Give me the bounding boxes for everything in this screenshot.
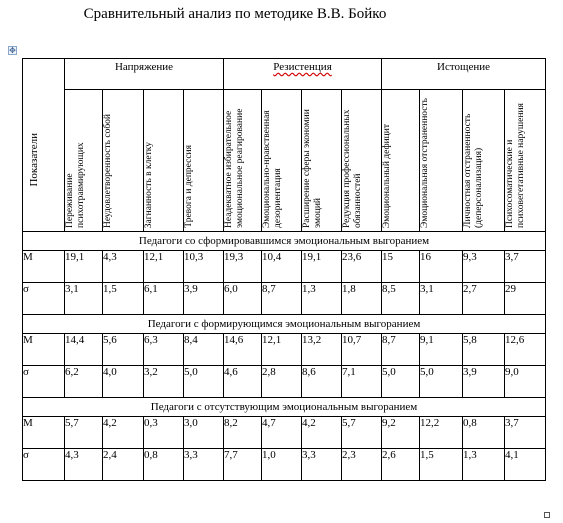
table-row	[23, 417, 546, 449]
table-cell: 3,1	[65, 283, 103, 315]
column-header: Переживание психотравмирующих	[65, 90, 103, 232]
table-cell: 4,6	[224, 366, 262, 398]
table-cell: 15	[382, 251, 420, 283]
table-cell: 1,8	[342, 283, 382, 315]
table-row	[23, 449, 546, 481]
table-cell: 12,1	[144, 251, 184, 283]
table-row	[23, 251, 546, 283]
table-cell: 1,3	[463, 449, 505, 481]
group-header-resistance: Резистенция	[224, 59, 382, 90]
table-cell: 3,2	[144, 366, 184, 398]
table-cell: 8,7	[262, 283, 302, 315]
column-header: Неудовлетворенность собой	[103, 90, 144, 232]
row-label: σ	[23, 449, 65, 481]
table-cell: 8,6	[302, 366, 342, 398]
table-cell: 10,3	[184, 251, 224, 283]
column-header: Расширение сферы экономии эмоций	[302, 90, 342, 232]
column-header: Редукция профессиональных обязанностей	[342, 90, 382, 232]
table-cell: 14,6	[224, 334, 262, 366]
table-cell: 5,0	[184, 366, 224, 398]
table-cell: 29	[505, 283, 546, 315]
table-resize-handle[interactable]	[544, 512, 550, 518]
table-cell: 6,0	[224, 283, 262, 315]
table-cell: 16	[420, 251, 463, 283]
table-cell: 9,3	[463, 251, 505, 283]
table-cell: 8,4	[184, 334, 224, 366]
table-cell: 0,3	[144, 417, 184, 449]
section-header-row	[23, 232, 546, 251]
table-cell: 3,3	[184, 449, 224, 481]
table-cell: 13,2	[302, 334, 342, 366]
table-move-handle-icon[interactable]: ✥	[9, 46, 16, 55]
section-label: Педагоги с отсутствующим эмоциональным выгоранием	[23, 398, 546, 417]
table-cell: 9,2	[382, 417, 420, 449]
table-cell: 4,0	[103, 366, 144, 398]
comparison-table	[22, 58, 546, 481]
table-cell: 5,7	[342, 417, 382, 449]
group-header-row	[23, 59, 546, 90]
table-cell: 4,2	[103, 417, 144, 449]
table-cell: 4,2	[302, 417, 342, 449]
table-cell: 8,7	[382, 334, 420, 366]
table-cell: 3,7	[505, 417, 546, 449]
table-cell: 2,8	[262, 366, 302, 398]
table-cell: 3,3	[302, 449, 342, 481]
table-cell: 0,8	[144, 449, 184, 481]
table-cell: 4,3	[65, 449, 103, 481]
table-cell: 4,1	[505, 449, 546, 481]
column-header: Личностная отстраненность (деперсонализация)	[463, 90, 505, 232]
table-cell: 1,3	[302, 283, 342, 315]
page-title: Сравнительный анализ по методике В.В. Бойко	[83, 6, 387, 22]
table-cell: 6,3	[144, 334, 184, 366]
row-label: М	[23, 251, 65, 283]
table-cell: 9,1	[420, 334, 463, 366]
table-cell: 1,5	[420, 449, 463, 481]
table-cell: 2,4	[103, 449, 144, 481]
column-header: Тревога и депрессия	[184, 90, 224, 232]
table-cell: 3,9	[463, 366, 505, 398]
table-cell: 3,7	[505, 251, 546, 283]
table-cell: 5,0	[382, 366, 420, 398]
table-cell: 19,3	[224, 251, 262, 283]
table-cell: 19,1	[65, 251, 103, 283]
table-cell: 4,3	[103, 251, 144, 283]
table-cell: 1,5	[103, 283, 144, 315]
table-body	[23, 232, 546, 481]
table-cell: 5,6	[103, 334, 144, 366]
table-cell: 5,7	[65, 417, 103, 449]
table-cell: 6,2	[65, 366, 103, 398]
column-header-row	[23, 90, 546, 232]
table-cell: 12,1	[262, 334, 302, 366]
table-cell: 8,2	[224, 417, 262, 449]
table-cell: 2,7	[463, 283, 505, 315]
table-cell: 8,5	[382, 283, 420, 315]
section-label: Педагоги со сформировавшимся эмоциональным выгоранием	[23, 232, 546, 251]
table-cell: 12,6	[505, 334, 546, 366]
table-cell: 6,1	[144, 283, 184, 315]
table-cell: 14,4	[65, 334, 103, 366]
section-header-row	[23, 315, 546, 334]
row-label: σ	[23, 283, 65, 315]
table-cell: 9,0	[505, 366, 546, 398]
row-label: σ	[23, 366, 65, 398]
table-cell: 3,9	[184, 283, 224, 315]
section-header-row	[23, 398, 546, 417]
corner-cell	[23, 59, 65, 232]
table-cell: 1,0	[262, 449, 302, 481]
table-row	[23, 334, 546, 366]
table-cell: 23,6	[342, 251, 382, 283]
table-cell: 7,1	[342, 366, 382, 398]
table-cell: 12,2	[420, 417, 463, 449]
table-cell: 7,7	[224, 449, 262, 481]
column-header: Эмоциональная отстраненность	[420, 90, 463, 232]
table-cell: 5,8	[463, 334, 505, 366]
table-cell: 3,0	[184, 417, 224, 449]
column-header: Эмоционально-нравственная дезориентация	[262, 90, 302, 232]
table-cell: 0,8	[463, 417, 505, 449]
table-cell: 10,4	[262, 251, 302, 283]
group-header-exhaustion: Истощение	[382, 59, 546, 90]
column-header: Неадекватное избирательное эмоциональное реагирование	[224, 90, 262, 232]
section-label: Педагоги с формирующимся эмоциональным выгоранием	[23, 315, 546, 334]
table-cell: 2,6	[382, 449, 420, 481]
column-header: Психосоматические и психовегетативные нарушения	[505, 90, 546, 232]
table-cell: 19,1	[302, 251, 342, 283]
table-cell: 10,7	[342, 334, 382, 366]
column-header: Загнанность в клетку	[144, 90, 184, 232]
table-cell: 4,7	[262, 417, 302, 449]
table-cell: 3,1	[420, 283, 463, 315]
table-cell: 2,3	[342, 449, 382, 481]
table-cell: 5,0	[420, 366, 463, 398]
column-header: Эмоциональный дефицит	[382, 90, 420, 232]
table-row	[23, 283, 546, 315]
group-header-tension: Напряжение	[65, 59, 224, 90]
row-label: М	[23, 417, 65, 449]
row-label: М	[23, 334, 65, 366]
corner-label: Показатели	[28, 133, 40, 187]
table-row	[23, 366, 546, 398]
